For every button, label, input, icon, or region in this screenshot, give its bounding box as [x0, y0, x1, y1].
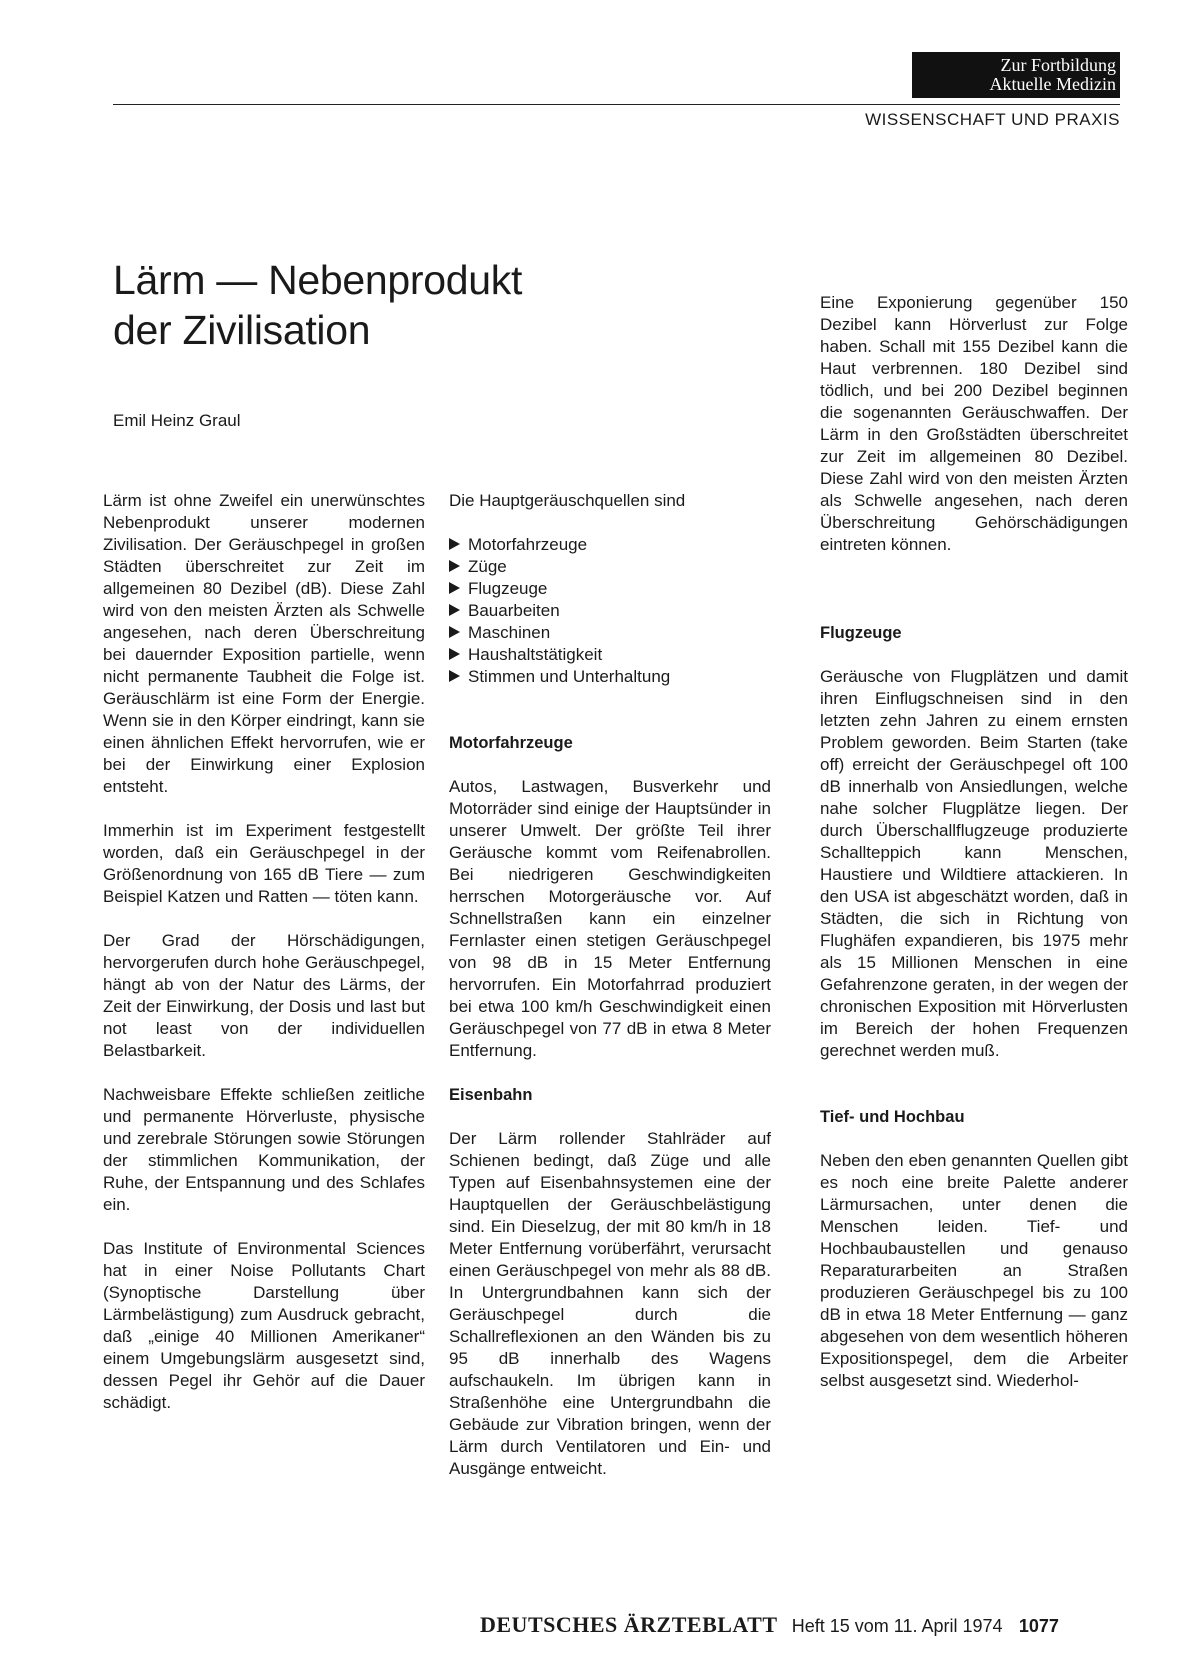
rubric-line-1: Zur Fortbildung — [1000, 55, 1116, 75]
author: Emil Heinz Graul — [113, 411, 241, 430]
triangle-bullet-icon — [449, 604, 460, 616]
list-item: Stimmen und Unterhaltung — [449, 666, 771, 688]
list-item: Flugzeuge — [449, 578, 771, 600]
column-2 — [449, 490, 771, 1502]
list-item: Maschinen — [449, 622, 771, 644]
issue-info: Heft 15 vom 11. April 1974 — [791, 1616, 1003, 1636]
paragraph: Geräusche von Flugplätzen und damit ihren Einflugschneisen sind in den letzten zehn Jahren zu einem ernsten Problem geworden. Beim Starten (take off) erreicht der Geräuschpegel oft 100 dB innerhalb von Ansiedlungen, welche nahe solcher Flugplätze liegen. Der durch Überschallflugzeuge produzierte Schallteppich kann Menschen, Haustiere und Wildtiere attackieren. In den USA ist abgeschätzt worden, daß in Städten, die sich in Richtung von Flughäfen expandieren, bis 1975 mehr als 15 Millionen Menschen in eine Gefahrenzone geraten, in der wegen der chronischen Exposition mit Hörverlusten im Bereich der hohen Frequenzen gerechnet werden muß. — [820, 667, 1128, 1060]
subheading-motorfahrzeuge: Motorfahrzeuge — [449, 734, 573, 752]
noise-source-list — [449, 534, 771, 688]
title-line-1: Lärm — Nebenprodukt — [113, 257, 523, 303]
list-item: Züge — [449, 556, 771, 578]
rubric-line-2: Aktuelle Medizin — [989, 74, 1116, 94]
title-line-2: der Zivilisation — [113, 307, 371, 353]
page-footer — [480, 1612, 1059, 1638]
paragraph: Autos, Lastwagen, Busverkehr und Motorräder sind einige der Hauptsünder in unserer Umwelt. Der größte Teil ihrer Geräusche kommt vom Reifenabrollen. Bei niedrigeren Geschwindigkeiten herrschen Motorgeräusche vor. Auf Schnellstraßen kann ein einzelner Fernlaster einen stetigen Geräuschpegel von 98 dB in 15 Meter Entfernung hervorrufen. Ein Motorfahrrad produziert bei etwa 100 km/h Geschwindigkeit einen Geräuschpegel von 77 dB in etwa 8 Meter Entfernung. — [449, 777, 771, 1060]
paragraph: Immerhin ist im Experiment festgestellt worden, daß ein Geräuschpegel in der Größenordnung von 165 dB Tiere — zum Beispiel Katzen und Ratten — töten kann. — [103, 821, 425, 906]
list-intro: Die Hauptgeräuschquellen sind — [449, 491, 686, 510]
journal-name: DEUTSCHES ÄRZTEBLATT — [480, 1612, 778, 1637]
section-label: WISSENSCHAFT UND PRAXIS — [865, 110, 1120, 129]
paragraph: Neben den eben genannten Quellen gibt es noch eine breite Palette anderer Lärmursachen, unter denen die Menschen leiden. Tief- und Hochbaubaustellen und genauso Reparaturarbeiten an Straßen produzieren Geräuschpegel bis zu 100 dB in etwa 18 Meter Entfernung — ganz abgesehen von dem wesentlich höheren Expositionspegel, dem die Arbeiter selbst ausgesetzt sind. Wiederhol- — [820, 1151, 1128, 1390]
page-number: 1077 — [1018, 1616, 1059, 1636]
paragraph: Lärm ist ohne Zweifel ein unerwünschtes Nebenprodukt unserer modernen Zivilisation. Der Geräuschpegel in großen Städten überschreitet zur Zeit im allgemeinen 80 Dezibel (dB). Diese Zahl wird von den meisten Ärzten als Schwelle angesehen, nach deren Überschreitung bei dauernder Exposition partielle, wenn nicht permanente Taubheit die Folge ist. Geräuschlärm ist eine Form der Energie. Wenn sie in den Körper eindringt, kann sie einen ähnlichen Effekt hervorrufen, wie er bei der Einwirkung einer Explosion entsteht. — [103, 491, 425, 796]
column-3 — [820, 292, 1128, 1414]
triangle-bullet-icon — [449, 582, 460, 594]
paragraph: Das Institute of Environmental Sciences hat in einer Noise Pollutants Chart (Synoptische Darstellung über Lärmbelästigung) zum Ausdruck gebracht, daß „einige 40 Millionen Amerikaner“ einem Umgebungslärm ausgesetzt sind, dessen Pegel ihr Gehör auf die Dauer schädigt. — [103, 1239, 425, 1412]
rubric-badge — [912, 52, 1120, 98]
article-title — [113, 255, 673, 355]
triangle-bullet-icon — [449, 560, 460, 572]
triangle-bullet-icon — [449, 538, 460, 550]
paragraph: Der Grad der Hörschädigungen, hervorgerufen durch hohe Geräuschpegel, hängt ab von der Natur des Lärms, der Zeit der Einwirkung, der Dosis und last but not least von der individuellen Belastbarkeit. — [103, 931, 425, 1060]
triangle-bullet-icon — [449, 648, 460, 660]
triangle-bullet-icon — [449, 626, 460, 638]
paragraph: Der Lärm rollender Stahlräder auf Schienen bedingt, daß Züge und alle Typen auf Eisenbahnsystemen eine der Hauptquellen der Geräuschbelästigung sind. Ein Dieselzug, der mit 80 km/h in 18 Meter Entfernung vorüberfährt, verursacht einen Geräuschpegel von mehr als 88 dB. In Untergrundbahnen kann sich der Geräuschpegel durch die Schallreflexionen an den Wänden bis zu 95 dB innerhalb des Wagens aufschaukeln. Im übrigen kann in Straßenhöhe eine Untergrundbahn die Gebäude zur Vibration bringen, wenn der Lärm durch Ventilatoren und Ein- und Ausgänge entweicht. — [449, 1129, 771, 1478]
header-rule — [113, 104, 1120, 105]
list-item: Bauarbeiten — [449, 600, 771, 622]
subheading-eisenbahn: Eisenbahn — [449, 1086, 533, 1104]
triangle-bullet-icon — [449, 670, 460, 682]
subheading-tief-und-hochbau: Tief- und Hochbau — [820, 1108, 965, 1126]
list-item: Haushaltstätigkeit — [449, 644, 771, 666]
column-1 — [103, 490, 425, 1436]
paragraph: Nachweisbare Effekte schließen zeitliche und permanente Hörverluste, physische und zerebrale Störungen sowie Störungen der stimmlichen Kommunikation, der Ruhe, der Entspannung und des Schlafes ein. — [103, 1085, 425, 1214]
paragraph: Eine Exponierung gegenüber 150 Dezibel kann Hörverlust zur Folge haben. Schall mit 155 Dezibel kann die Haut verbrennen. 180 Dezibel sind tödlich, und bei 200 Dezibel beginnen die sogenannten Geräuschwaffen. Der Lärm in den Großstädten überschreitet zur Zeit im allgemeinen 80 Dezibel. Diese Zahl wird von den meisten Ärzten als Schwelle angesehen, nach deren Überschreitung Gehörschädigungen eintreten können. — [820, 293, 1128, 554]
list-item: Motorfahrzeuge — [449, 534, 771, 556]
subheading-flugzeuge: Flugzeuge — [820, 624, 902, 642]
